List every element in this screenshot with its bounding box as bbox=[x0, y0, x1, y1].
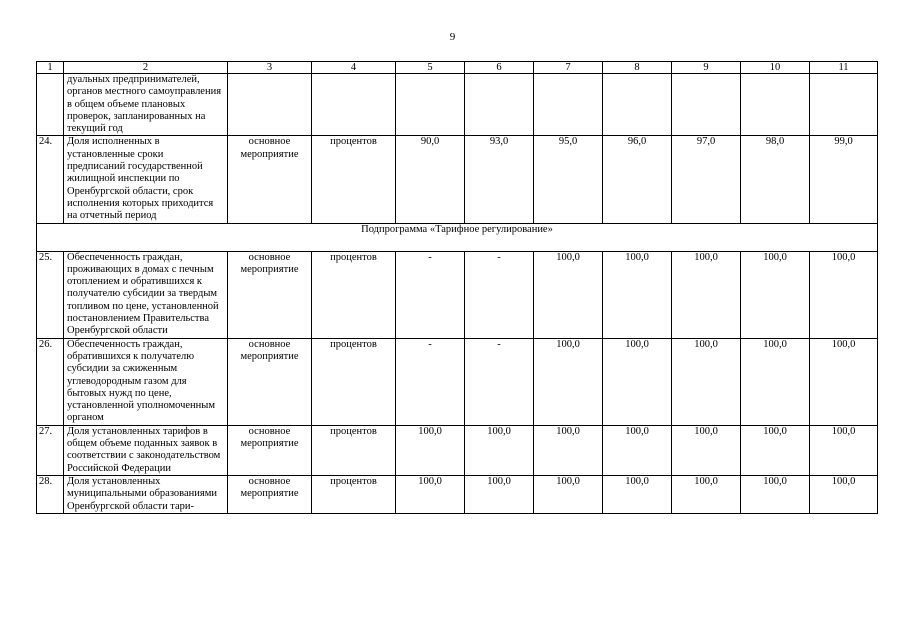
value-cell: 100,0 bbox=[672, 251, 741, 338]
value-cell: 100,0 bbox=[810, 475, 878, 513]
table-cell bbox=[534, 74, 603, 136]
indicator-name-cell: дуальных предпринимателей, органов местного самоуправления в общем объеме плановых проверок, запланированных на текущий год bbox=[64, 74, 228, 136]
value-cell: 100,0 bbox=[465, 425, 534, 475]
value-cell: 93,0 bbox=[465, 136, 534, 223]
table-cell bbox=[672, 74, 741, 136]
value-cell: 90,0 bbox=[396, 136, 465, 223]
indicator-name-cell: Обеспеченность граждан, проживающих в домах с печным отоплением и обратившихся к получателю субсидии за твердым топливом по цене, установленной постановлением Правительства Оренбургской области bbox=[64, 251, 228, 338]
table-cell bbox=[810, 74, 878, 136]
column-header: 10 bbox=[741, 62, 810, 74]
value-cell: 100,0 bbox=[672, 425, 741, 475]
value-cell: - bbox=[396, 251, 465, 338]
table-row bbox=[37, 136, 878, 223]
value-cell: 100,0 bbox=[741, 338, 810, 425]
indicator-name-cell: Доля установленных муниципальными образованиями Оренбургской области тари- bbox=[64, 475, 228, 513]
value-cell: - bbox=[396, 338, 465, 425]
value-cell: 100,0 bbox=[603, 338, 672, 425]
value-cell: 100,0 bbox=[396, 475, 465, 513]
column-header: 3 bbox=[228, 62, 312, 74]
value-cell: 100,0 bbox=[534, 475, 603, 513]
value-cell: 100,0 bbox=[603, 251, 672, 338]
value-cell: 100,0 bbox=[741, 475, 810, 513]
value-cell: 100,0 bbox=[810, 251, 878, 338]
row-number-cell: 28. bbox=[37, 475, 64, 513]
value-cell: 100,0 bbox=[603, 425, 672, 475]
value-cell: 99,0 bbox=[810, 136, 878, 223]
value-cell: 100,0 bbox=[810, 425, 878, 475]
subprogram-row bbox=[37, 223, 878, 251]
unit-cell: процентов bbox=[312, 475, 396, 513]
unit-cell: процентов bbox=[312, 338, 396, 425]
table-row bbox=[37, 425, 878, 475]
column-header: 7 bbox=[534, 62, 603, 74]
value-cell: - bbox=[465, 338, 534, 425]
value-cell: 100,0 bbox=[672, 475, 741, 513]
activity-type-cell: основное мероприятие bbox=[228, 251, 312, 338]
value-cell: 100,0 bbox=[465, 475, 534, 513]
unit-cell: процентов bbox=[312, 136, 396, 223]
table-row-continuation bbox=[37, 74, 878, 136]
activity-type-cell: основное мероприятие bbox=[228, 338, 312, 425]
table-cell bbox=[603, 74, 672, 136]
indicators-table bbox=[36, 61, 878, 514]
unit-cell: процентов bbox=[312, 251, 396, 338]
page-number: 9 bbox=[449, 31, 456, 43]
value-cell: 100,0 bbox=[672, 338, 741, 425]
indicator-name-cell: Доля установленных тарифов в общем объеме поданных заявок в соответствии с законодательством Российской Федерации bbox=[64, 425, 228, 475]
value-cell: 100,0 bbox=[396, 425, 465, 475]
indicator-name-cell: Доля исполненных в установленные сроки предписаний государственной жилищной инспекции по Оренбургской области, срок исполнения которых приходится на отчетный период bbox=[64, 136, 228, 223]
column-header: 4 bbox=[312, 62, 396, 74]
activity-type-cell: основное мероприятие bbox=[228, 425, 312, 475]
value-cell: 100,0 bbox=[534, 338, 603, 425]
value-cell: 96,0 bbox=[603, 136, 672, 223]
subprogram-title: Подпрограмма «Тарифное регулирование» bbox=[37, 223, 878, 251]
activity-type-cell: основное мероприятие bbox=[228, 136, 312, 223]
value-cell: 100,0 bbox=[534, 251, 603, 338]
column-header: 8 bbox=[603, 62, 672, 74]
table-row bbox=[37, 251, 878, 338]
value-cell: - bbox=[465, 251, 534, 338]
value-cell: 97,0 bbox=[672, 136, 741, 223]
row-number-cell: 24. bbox=[37, 136, 64, 223]
activity-type-cell: основное мероприятие bbox=[228, 475, 312, 513]
table-row bbox=[37, 338, 878, 425]
column-header: 9 bbox=[672, 62, 741, 74]
column-header: 2 bbox=[64, 62, 228, 74]
table-cell bbox=[312, 74, 396, 136]
indicator-name-cell: Обеспеченность граждан, обратившихся к получателю субсидии за сжиженным углеводородным газом для бытовых нужд по цене, установленной уполномоченным органом bbox=[64, 338, 228, 425]
column-header: 6 bbox=[465, 62, 534, 74]
row-number-cell: 26. bbox=[37, 338, 64, 425]
table-cell bbox=[396, 74, 465, 136]
value-cell: 98,0 bbox=[741, 136, 810, 223]
value-cell: 100,0 bbox=[810, 338, 878, 425]
value-cell: 95,0 bbox=[534, 136, 603, 223]
table-row bbox=[37, 475, 878, 513]
table-cell bbox=[228, 74, 312, 136]
value-cell: 100,0 bbox=[741, 425, 810, 475]
header-row bbox=[37, 62, 878, 74]
column-header: 1 bbox=[37, 62, 64, 74]
value-cell: 100,0 bbox=[534, 425, 603, 475]
table-cell bbox=[465, 74, 534, 136]
row-number-cell: 27. bbox=[37, 425, 64, 475]
table-cell bbox=[741, 74, 810, 136]
column-header: 11 bbox=[810, 62, 878, 74]
value-cell: 100,0 bbox=[741, 251, 810, 338]
row-number-cell: 25. bbox=[37, 251, 64, 338]
column-header: 5 bbox=[396, 62, 465, 74]
value-cell: 100,0 bbox=[603, 475, 672, 513]
row-number-cell bbox=[37, 74, 64, 136]
unit-cell: процентов bbox=[312, 425, 396, 475]
